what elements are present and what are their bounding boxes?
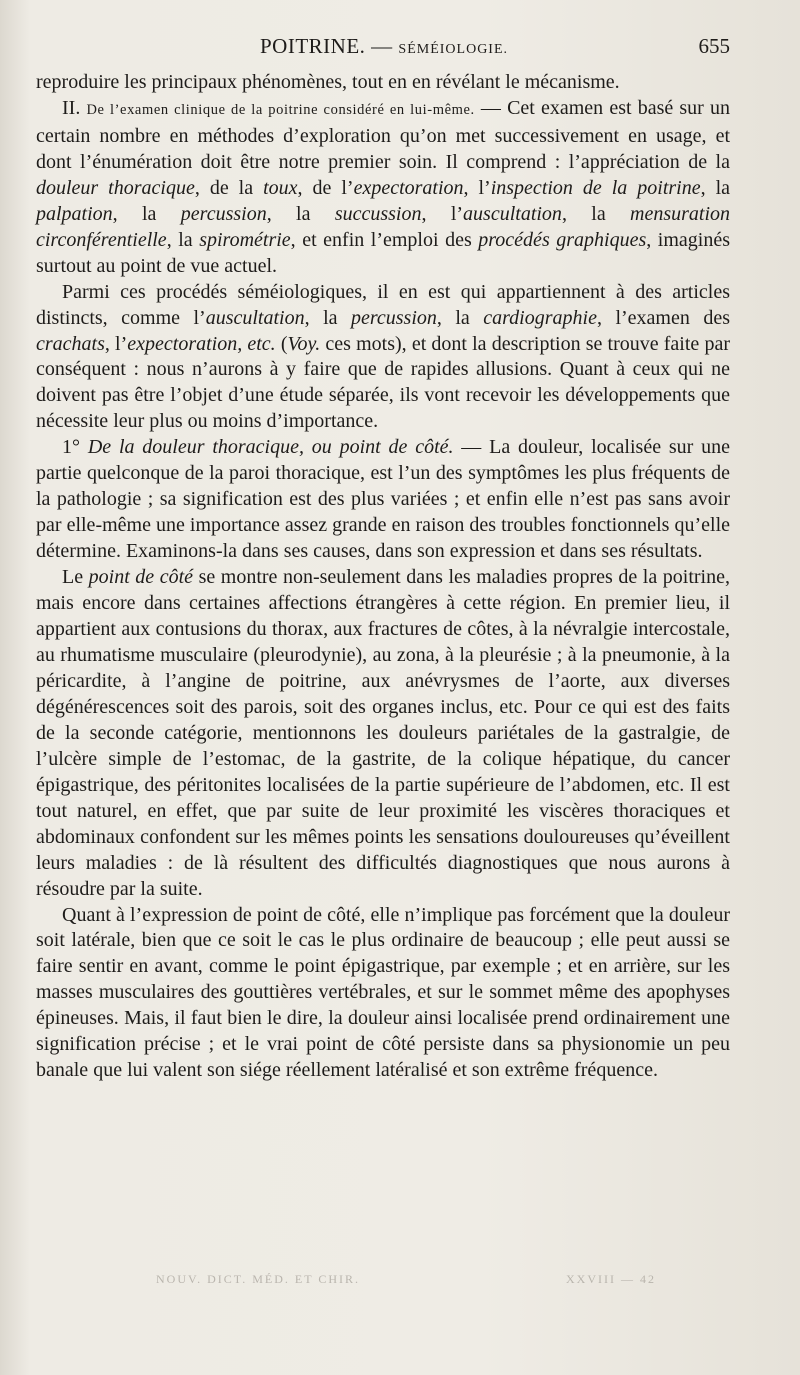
header-title: POITRINE. (260, 34, 366, 58)
italic-term: percussion (350, 306, 437, 329)
italic-term: douleur thoracique (36, 176, 195, 199)
paragraph-continuation: reproduire les principaux phénomènes, tout en en révélant le mécanisme. (36, 71, 620, 93)
running-title (260, 34, 508, 59)
text-run: , et enfin l’emploi des (290, 228, 479, 251)
section-heading: De l’examen clinique de la poitrine considéré en lui-même. (86, 101, 475, 118)
header-subtitle: SÉMÉIOLOGIE. (398, 42, 509, 57)
text-run: , la (561, 202, 631, 225)
text-run: , l’ (104, 332, 128, 355)
italic-term: mensuration circonférentielle (36, 202, 731, 251)
text-run: Parmi ces procédés séméiologiques, il en est qui appartiennent à des articles distincts, comme l’ (36, 280, 730, 329)
text-run: , la (700, 176, 731, 199)
show-through-left: NOUV. DICT. MÉD. ET CHIR. (156, 1272, 361, 1286)
italic-term: inspection de la poitrine (490, 176, 701, 199)
italic-term: expectoration, etc. (127, 332, 276, 355)
italic-term: auscultation (463, 202, 562, 225)
paragraph-douleur-thoracique (36, 435, 730, 565)
italic-term: Voy. (287, 332, 321, 355)
italic-term: spirométrie (199, 228, 291, 251)
italic-term: expectoration (353, 176, 464, 199)
text-run: ces mots), et dont la description se trouve faite par conséquent : nous n’aurons à y faire que de rapides allusions. Quant à ceux qui ne doivent pas être l’objet d’une étude séparée, ils vont recevoir les développements que nécessite leur plus ou moins d’importance. (36, 332, 730, 433)
text-run: Le (62, 566, 89, 589)
text-run: , l’ (463, 176, 491, 199)
subsection-heading: De la douleur thoracique, ou point de côté. (87, 436, 454, 459)
italic-term: palpation (36, 202, 113, 225)
body-text (36, 70, 730, 1084)
text-run: , la (166, 228, 200, 251)
page-number: 655 (698, 34, 730, 58)
text-run: ( (275, 332, 288, 355)
paragraph-expression: Quant à l’expression de point de côté, elle n’implique pas forcément que la douleur soit latérale, bien que ce soit le cas le plus ordinaire de beaucoup ; elle peut aussi se faire sentir en avant, comme le point épigastrique, par exemple ; et en arrière, sur les masses musculaires des gouttières vertébrales, et sur le sommet même des apophyses épineuses. Mais, il faut bien le dire, la douleur ainsi localisée prend ordinairement une signification précise ; et le vrai point de côté persiste dans sa physionomie un peu banale que lui valent son siége réellement latéralisé et son extrême fréquence. (36, 903, 730, 1082)
text-run: , imaginés surtout au point de vue actuel. (36, 228, 730, 277)
header-dash: — (365, 34, 399, 58)
paragraph-section-ii (36, 96, 730, 280)
text-run: , l’ (421, 202, 464, 225)
paragraph-point-de-cote (36, 565, 730, 902)
text-run: , de la (194, 176, 264, 199)
section-number: II. (62, 96, 87, 119)
text-run: — La douleur, localisée sur une partie quelconque de la paroi thoracique, est l’un des symptômes les plus fréquents de la pathologie ; sa signification est des plus variées ; et enfin elle n’est pas sans avoir par elle-même une importance assez grande en raison des troubles fonctionnels qu’elle détermine. Examinons-la dans ses causes, dans son expression et dans ses résultats. (36, 436, 731, 563)
text-run: — Cet examen est basé sur un certain nombre en méthodes d’exploration qu’on met successivement en usage, et dont l’énumération doit être notre premier soin. Il comprend : l’appréciation de la (36, 96, 730, 173)
italic-term: toux (263, 176, 298, 199)
text-run: , de l’ (297, 176, 354, 199)
text-run: se montre non-seulement dans les maladies propres de la poitrine, mais encore dans certaines affections étrangères à cette région. En premier lieu, il appartient aux contusions du thorax, aux fractures de côtes, à la névralgie intercostale, au rhumatisme musculaire (pleurodynie), au zona, à la pleurésie ; à la pneumonie, à la péricardite, à l’angine de poitrine, aux anévrysmes de l’aorte, aux diverses dégénérescences soit des parois, soit des organes inclus, etc. Pour ce qui est des faits de la seconde catégorie, mentionnons les douleurs pariétales de la gastralgie, de l’ulcère simple de l’estomac, de la gastrite, de la colique hépatique, du cancer épigastrique, des péritonites localisées de la partie supérieure de l’abdomen, etc. Il est tout naturel, en effet, que par suite de leur proximité les viscères thoraciques et abdominaux confondent sur les mêmes points les sensations douloureuses qu’éveillent leurs maladies : de là résultent des difficultés diagnostiques que nous aurons à résoudre par la suite. (36, 566, 730, 900)
text-run: , la (266, 202, 335, 225)
italic-term: point de côté (88, 566, 194, 589)
italic-term: percussion (180, 202, 267, 225)
italic-term: succussion (334, 202, 422, 225)
running-header (36, 34, 730, 60)
text-run: , la (436, 306, 484, 329)
text-run: , l’examen des (596, 306, 730, 329)
show-through-right: XXVIII — 42 (566, 1272, 656, 1286)
italic-term: crachats (36, 332, 105, 355)
italic-term: procédés graphiques (478, 228, 647, 251)
italic-term: cardiographie (483, 306, 597, 329)
subsection-number: 1° (62, 436, 88, 459)
text-run: , la (112, 202, 181, 225)
text-run: , la (304, 306, 351, 329)
paragraph-procedes (36, 280, 730, 436)
italic-term: auscultation (205, 306, 305, 329)
